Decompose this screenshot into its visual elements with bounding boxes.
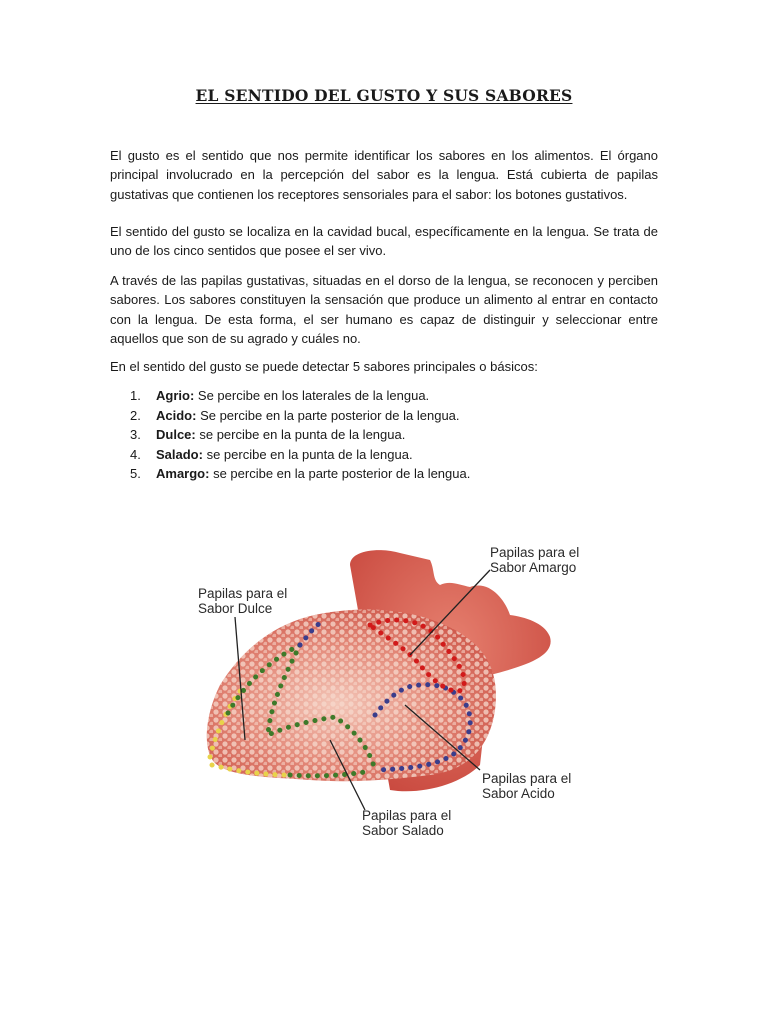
list-item bbox=[130, 445, 650, 465]
label-salado bbox=[362, 808, 451, 838]
document-title: EL SENTIDO DEL GUSTO Y SUS SABORES bbox=[195, 86, 573, 105]
label-amargo-line1: Papilas para el bbox=[490, 545, 580, 560]
list-term: Agrio: bbox=[156, 388, 195, 403]
list-text: se percibe en la punta de la lengua. bbox=[202, 446, 413, 462]
paragraph-2a: El sentido del gusto se localiza en la cavidad bucal, específicamente en la lengua. Se trata de uno de los cinco sentidos que posee el ser vivo. bbox=[110, 224, 658, 259]
tongue-figure bbox=[150, 525, 630, 850]
list-number: 4. bbox=[130, 446, 141, 462]
list-term: Dulce: bbox=[156, 427, 196, 443]
list-term: Acido: bbox=[156, 407, 197, 423]
label-dulce-line1: Papilas para el bbox=[198, 586, 288, 601]
list-item bbox=[130, 464, 650, 484]
list-number: 1. bbox=[130, 388, 141, 403]
label-acido-line1: Papilas para el bbox=[482, 771, 572, 786]
list-item bbox=[130, 386, 650, 406]
list-number: 2. bbox=[130, 407, 141, 423]
list-text: se percibe en la parte posterior de la lengua. bbox=[209, 466, 471, 482]
label-dulce-line2: Sabor Dulce bbox=[198, 601, 273, 616]
label-salado-line1: Papilas para el bbox=[362, 808, 452, 823]
list-term: Salado: bbox=[156, 446, 203, 462]
label-amargo bbox=[490, 545, 579, 575]
list-text: Se percibe en los laterales de la lengua. bbox=[194, 388, 430, 403]
paragraph-4a: En el sentido del gusto se puede detectar 5 sabores principales o básicos: bbox=[110, 359, 538, 374]
list-number: 5. bbox=[130, 466, 141, 482]
paragraph-2 bbox=[110, 222, 658, 261]
paragraph-3 bbox=[110, 271, 658, 349]
list-text: Se percibe en la parte posterior de la lengua. bbox=[196, 407, 460, 423]
label-dulce bbox=[198, 586, 287, 616]
label-acido bbox=[482, 771, 571, 801]
list-text: se percibe en la punta de la lengua. bbox=[195, 427, 406, 443]
paragraph-4 bbox=[110, 357, 658, 376]
paragraph-3a: A través de las papilas gustativas, situadas en el dorso de la lengua, se reconocen y perciben sabores. Los sabores constituyen la sensación que produce un alimento al entrar en contacto con la lengua. De esta forma, el ser humano es capaz de distinguir y seleccionar entre aquellos que son de su agrado y cuáles no. bbox=[110, 273, 658, 347]
label-salado-line2: Sabor Salado bbox=[362, 823, 444, 838]
list-term: Amargo: bbox=[156, 466, 210, 482]
paragraph-1a: El gusto es el sentido que nos permite identificar los sabores en los alimentos. El órgano principal involucrado en la percepción del sabor es la lengua. Está cubierta de papilas gustativas que contienen los receptores sensoriales para el sabor: los botones gustativos. bbox=[110, 148, 658, 202]
flavor-list bbox=[130, 386, 650, 484]
list-item bbox=[130, 406, 650, 426]
paragraph-1 bbox=[110, 146, 658, 204]
list-number: 3. bbox=[130, 427, 141, 443]
list-item bbox=[130, 425, 650, 445]
label-amargo-line2: Sabor Amargo bbox=[490, 560, 577, 575]
label-acido-line2: Sabor Acido bbox=[482, 786, 555, 801]
